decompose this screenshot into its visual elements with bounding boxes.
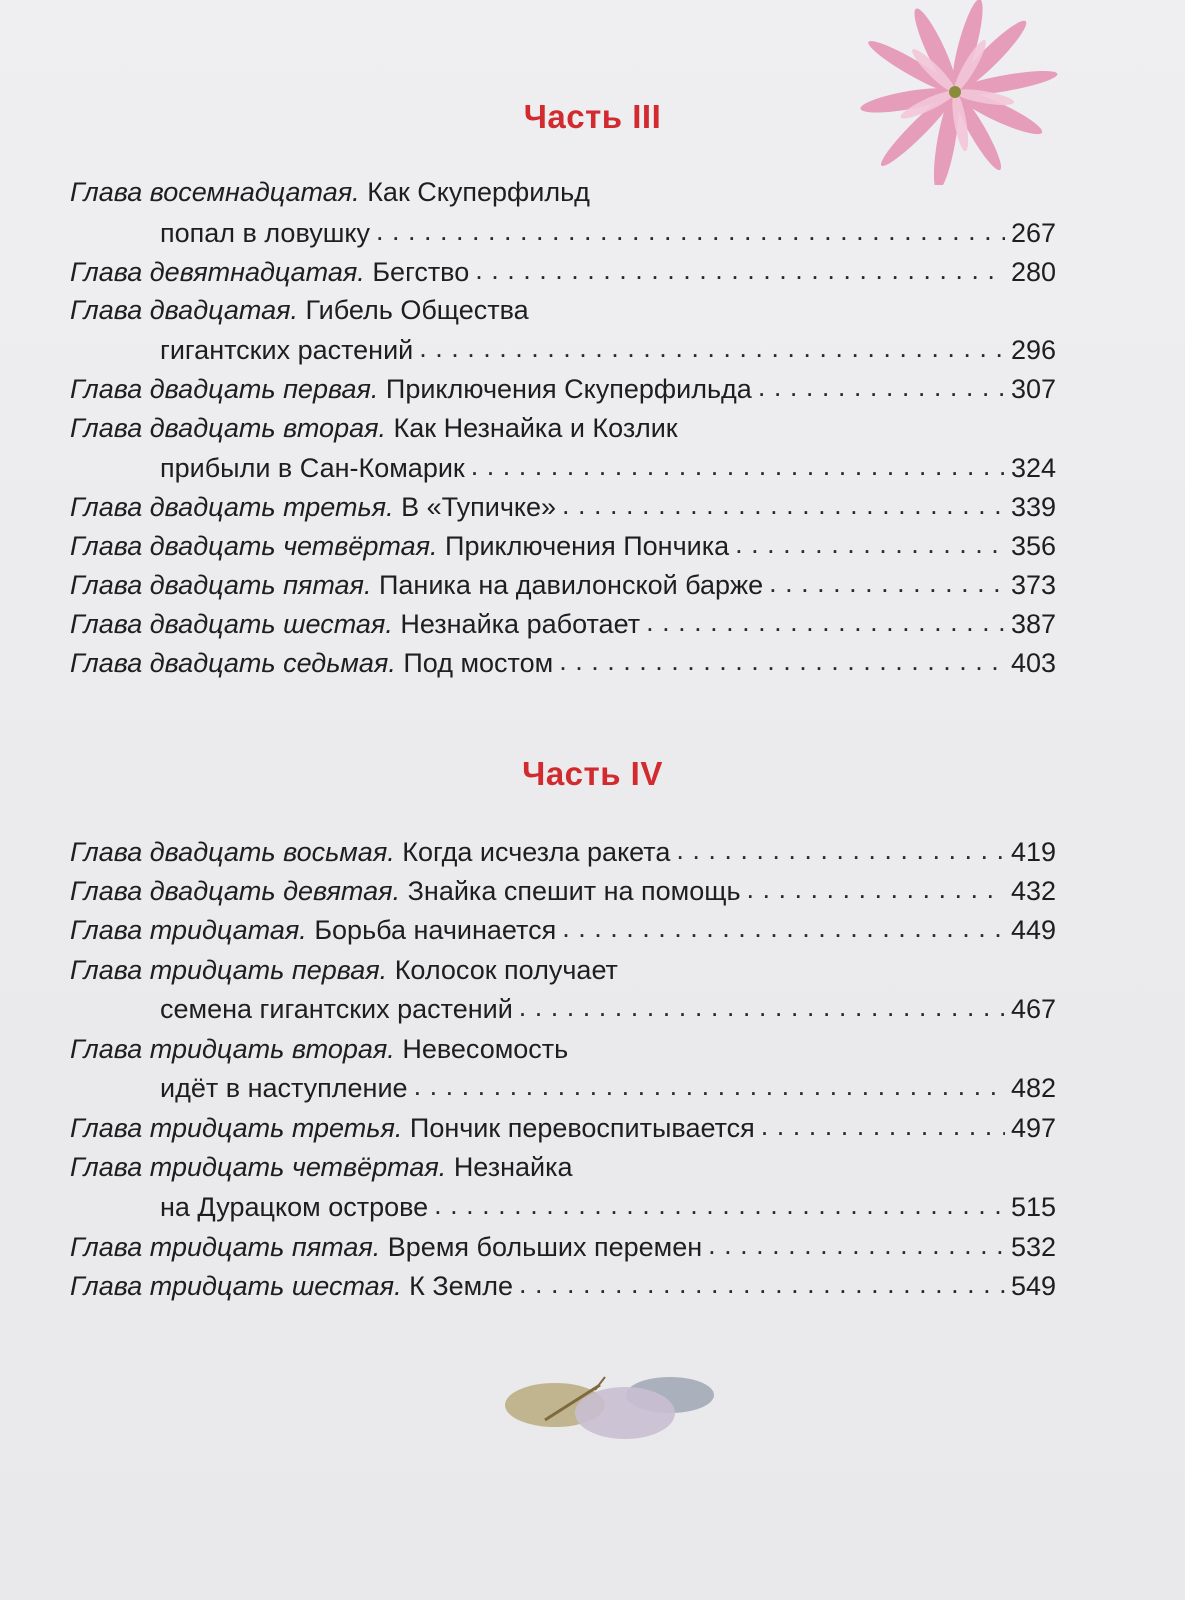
- leader-dots: [646, 602, 1005, 642]
- toc-entry-33[interactable]: [70, 1108, 1056, 1148]
- page-number: 324: [1010, 453, 1056, 483]
- leader-dots: [434, 1185, 1005, 1225]
- chapter-title: В «Тупичке»: [401, 492, 557, 522]
- page-number: 482: [1010, 1073, 1056, 1103]
- page-number: 373: [1010, 570, 1056, 600]
- page-number: 339: [1010, 492, 1056, 522]
- chapter-title: К Земле: [409, 1271, 514, 1301]
- toc-entry-28[interactable]: [70, 832, 1056, 872]
- leader-dots: [676, 830, 1005, 870]
- chapter-label: Глава двадцать четвёртая.: [70, 531, 438, 561]
- chapter-title: Как Незнайка и Козлик: [393, 413, 678, 443]
- chapter-title: Бегство: [372, 257, 470, 287]
- leader-dots: [708, 1225, 1005, 1265]
- toc-entry-22[interactable]: [70, 408, 1056, 448]
- leader-dots: [769, 563, 1005, 603]
- toc-entry-26[interactable]: [70, 604, 1056, 644]
- leader-dots: [562, 908, 1005, 948]
- chapter-title: Как Скуперфильд: [367, 177, 590, 207]
- chapter-label: Глава тридцать первая.: [70, 955, 388, 985]
- stones-illustration: [500, 1365, 730, 1455]
- leader-dots: [559, 641, 1005, 681]
- toc-entry-25[interactable]: [70, 565, 1056, 605]
- toc-entry-34-continued[interactable]: [160, 1187, 1056, 1227]
- toc-entry-20[interactable]: [70, 290, 1056, 330]
- chapter-title: Незнайка работает: [400, 609, 641, 639]
- toc-entry-20-continued[interactable]: [160, 330, 1056, 370]
- toc-entry-31[interactable]: [70, 950, 1056, 990]
- chapter-title: Когда исчезла ракета: [402, 837, 671, 867]
- chapter-title: Приключения Пончика: [445, 531, 730, 561]
- page-number: 497: [1010, 1113, 1056, 1143]
- leader-dots: [471, 446, 1005, 486]
- flower-illustration: [845, 0, 1060, 185]
- chapter-title: Приключения Скуперфильда: [385, 374, 752, 404]
- chapter-title: Время больших перемен: [387, 1232, 703, 1262]
- toc-entry-29[interactable]: [70, 871, 1056, 911]
- chapter-label: Глава двадцать шестая.: [70, 609, 393, 639]
- leader-dots: [758, 367, 1005, 407]
- page-number: 467: [1010, 994, 1056, 1024]
- chapter-title: Гибель Общества: [305, 295, 529, 325]
- chapter-title: Пончик перевоспитывается: [409, 1113, 755, 1143]
- leader-dots: [475, 250, 1005, 290]
- chapter-title: Знайка спешит на помощь: [407, 876, 741, 906]
- chapter-label: Глава двадцать восьмая.: [70, 837, 395, 867]
- chapter-title: Незнайка: [453, 1152, 573, 1182]
- toc-entry-18[interactable]: [70, 172, 1056, 212]
- chapter-label: Глава двадцать третья.: [70, 492, 394, 522]
- toc-entry-36[interactable]: [70, 1266, 1056, 1306]
- leader-dots: [519, 987, 1005, 1027]
- chapter-title: Паника на давилонской барже: [379, 570, 764, 600]
- chapter-label: Глава двадцать девятая.: [70, 876, 401, 906]
- chapter-label: Глава тридцатая.: [70, 915, 307, 945]
- chapter-label: Глава тридцать третья.: [70, 1113, 403, 1143]
- toc-entry-27[interactable]: [70, 643, 1056, 683]
- toc-entry-30[interactable]: [70, 910, 1056, 950]
- chapter-title-continued: на Дурацком острове: [160, 1192, 429, 1222]
- leader-dots: [414, 1066, 1005, 1106]
- toc-entry-32-continued[interactable]: [160, 1068, 1056, 1108]
- chapter-label: Глава двадцать первая.: [70, 374, 379, 404]
- chapter-label: Глава двадцать пятая.: [70, 570, 372, 600]
- page-number: 307: [1010, 374, 1056, 404]
- page-number: 549: [1010, 1271, 1056, 1301]
- page-number: 432: [1010, 876, 1056, 906]
- toc-entry-34[interactable]: [70, 1147, 1056, 1187]
- chapter-label: Глава девятнадцатая.: [70, 257, 365, 287]
- toc-entry-35[interactable]: [70, 1227, 1056, 1267]
- chapter-label: Глава тридцать четвёртая.: [70, 1152, 447, 1182]
- chapter-title-continued: прибыли в Сан-Комарик: [160, 453, 465, 483]
- page-number: 296: [1010, 335, 1056, 365]
- chapter-label: Глава двадцать вторая.: [70, 413, 387, 443]
- part-3-title: Часть III: [523, 98, 662, 135]
- chapter-label: Глава тридцать вторая.: [70, 1034, 395, 1064]
- part-4-title: Часть IV: [522, 755, 663, 792]
- chapter-title: Невесомость: [402, 1034, 569, 1064]
- toc-entry-31-continued[interactable]: [160, 989, 1056, 1029]
- toc-entry-24[interactable]: [70, 526, 1056, 566]
- chapter-label: Глава тридцать шестая.: [70, 1271, 402, 1301]
- chapter-title: Борьба начинается: [314, 915, 557, 945]
- chapter-label: Глава восемнадцатая.: [70, 177, 360, 207]
- chapter-title-continued: идёт в наступление: [160, 1073, 408, 1103]
- leader-dots: [419, 328, 1005, 368]
- chapter-title-continued: попал в ловушку: [160, 218, 370, 248]
- toc-entry-32[interactable]: [70, 1029, 1056, 1069]
- toc-entry-22-continued[interactable]: [160, 448, 1056, 488]
- chapter-title: Колосок получает: [394, 955, 618, 985]
- leader-dots: [735, 524, 1005, 564]
- toc-entry-21[interactable]: [70, 369, 1056, 409]
- chapter-label: Глава двадцатая.: [70, 295, 299, 325]
- toc-entry-19[interactable]: [70, 252, 1056, 292]
- chapter-label: Глава двадцать седьмая.: [70, 648, 396, 678]
- page-number: 419: [1010, 837, 1056, 867]
- leader-dots: [747, 869, 1005, 909]
- page-number: 387: [1010, 609, 1056, 639]
- leader-dots: [761, 1106, 1005, 1146]
- chapter-title: Под мостом: [403, 648, 554, 678]
- leader-dots: [376, 211, 1005, 251]
- page-number: 449: [1010, 915, 1056, 945]
- leader-dots: [519, 1264, 1005, 1304]
- chapter-title-continued: гигантских растений: [160, 335, 414, 365]
- chapter-title-continued: семена гигантских растений: [160, 994, 513, 1024]
- page-number: 403: [1010, 648, 1056, 678]
- page-number: 532: [1010, 1232, 1056, 1262]
- toc-entry-23[interactable]: [70, 487, 1056, 527]
- chapter-label: Глава тридцать пятая.: [70, 1232, 381, 1262]
- leader-dots: [562, 485, 1005, 525]
- page-number: 515: [1010, 1192, 1056, 1222]
- page-number: 356: [1010, 531, 1056, 561]
- toc-entry-18-continued[interactable]: [160, 213, 1056, 253]
- page-number: 267: [1010, 218, 1056, 248]
- page-number: 280: [1010, 257, 1056, 287]
